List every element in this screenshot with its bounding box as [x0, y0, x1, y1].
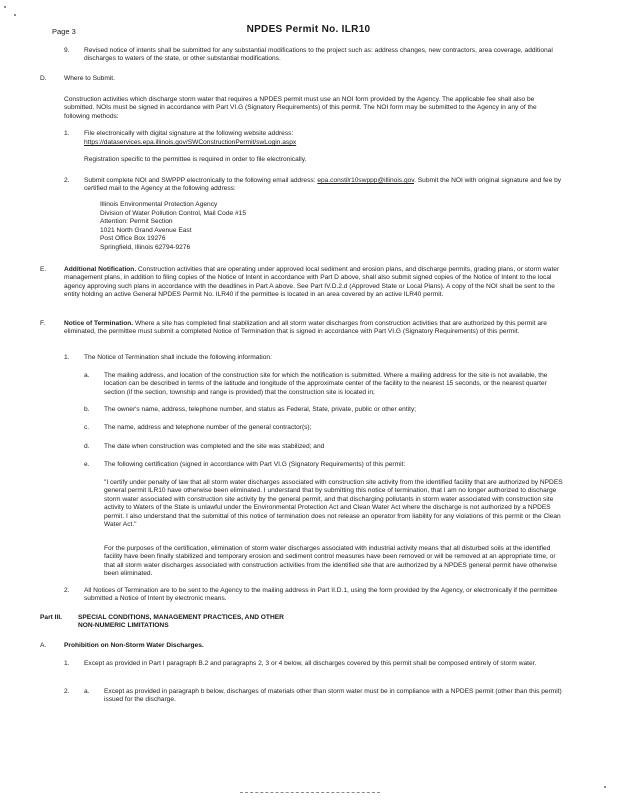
scan-speck: [4, 6, 6, 8]
part-iii-label: Part III.: [40, 614, 62, 621]
mailing-address: [100, 201, 360, 253]
address-line: Springfield, Illinois 62794-9276: [100, 243, 191, 251]
item-e-letter: e.: [84, 461, 90, 468]
section-f-item-2-text: All Notices of Termination are to be sent to the Agency to the mailing address in Part II.D.1, using the form provided by the Agency, or electronically if the permittee submitted a Notice of Intent by electronic means.: [84, 587, 558, 603]
address-line: Post Office Box 19276: [100, 235, 166, 243]
section-f-item-1-number: 1.: [64, 354, 70, 361]
page-number: Page 3: [52, 27, 76, 36]
section-e-text: Construction activities that are operating under approved local sediment and erosion plans, and discharge permits, grading plans, or storm water management plans, in addition to filing copies of the Notice of Intent in accordance with Part D above, shall also submit signed copies of the Notice of Intent to the local agency approving such plans in accordance with the deadlines in Part A above. See Part IV.D.2.d (Approved State or Local Plans). A copy of the NOI shall be sent to the entity holding an active General NPDES Permit No. ILR40 if the permittee is located in an area covered by an active ILR40 permit.: [64, 266, 560, 299]
scan-speck: [604, 786, 606, 788]
swppp-email-link[interactable]: epa.constilr10swppp@illinois.gov: [317, 177, 415, 184]
certification-quote: "I certify under penalty of law that all storm water discharges associated with construction site activity from the identified facility that are authorized by NPDES general permit ILR10 have otherwise been eliminated. I understand that by submitting this notice of termination, that I am no longer authorized to discharge storm water associated with construction site activity by the general permit, and that discharging pollutants in storm water associated with construction site activity to Waters of the State is unlawful under the Environmental Protection Act and Clean Water Act where the discharge is not authorized by a NPDES permit. I also understand that the submittal of this notice of termination does not release an operator from liability for any violations of this permit or the Clean Water Act.": [104, 479, 563, 529]
scan-speck: [14, 14, 16, 16]
part-iii-title-line-1: SPECIAL CONDITIONS, MANAGEMENT PRACTICES, AND OTHER: [78, 614, 284, 621]
section-e-heading: Additional Notification.: [64, 266, 137, 273]
section-f-item-1-text: The Notice of Termination shall include the following information:: [84, 354, 272, 361]
item-e-text: The following certification (signed in accordance with Part VI.G (Signatory Requirements) of this permit:: [104, 461, 406, 468]
section-a-heading: Prohibition on Non-Storm Water Discharges.: [64, 642, 204, 649]
section-e-body: [64, 266, 564, 300]
section-d-intro: Construction activities which discharge storm water that requires a NPDES permit must use an NOI form provided by the Agency. The applicable fee shall also be submitted. NOIs must be signed in accordance with Part VI.G (Signatory Requirements) of this permit. The NOI form may be submitted to the Agency in any of the following methods:: [64, 96, 537, 120]
address-line: 1021 North Grand Avenue East: [100, 226, 192, 234]
section-f-item-2-number: 2.: [64, 587, 70, 594]
electronic-filing-link[interactable]: https://dataservices.epa.illinois.gov/SWConstructionPermit/swLogin.aspx: [84, 139, 297, 146]
item-c-text: The name, address and telephone number of the general contractor(s);: [104, 424, 312, 431]
section-a-item-2-text: Except as provided in paragraph b below, discharges of materials other than storm water must be in compliance with a NPDES permit (other than this permit) issued for the discharge.: [104, 688, 562, 704]
item-c-letter: c.: [84, 424, 90, 431]
section-f-body: [64, 320, 564, 337]
section-d-item-2-text-b: . Submit the NOI with original signature and fee by certified mail to the Agency at the following address:: [84, 177, 562, 193]
section-d-letter: D.: [40, 75, 47, 82]
section-d-item-2-number: 2.: [64, 177, 70, 184]
section-d-item-2-text: [84, 177, 564, 194]
registration-note: Registration specific to the permittee is required in order to file electronically.: [84, 156, 307, 163]
section-d-heading: Where to Submit.: [64, 75, 115, 82]
item-a-text: The mailing address, and location of the construction site for which the notification is submitted. Where a mailing address for the site is not available, the location can be described in terms of the latitude and longitude of the approximate center of the facility to the nearest 15 seconds, or the nearest quarter section (if the section, township and range is provided) that the construction site is located in;: [104, 372, 548, 396]
certification-followup: For the purposes of the certification, elimination of storm water discharges associated with industrial activity means that all disturbed soils at the identified facility have been finally stabilized and temporary erosion and sediment control measures have been removed or will be removed at an appropriate time, or that all storm water discharges associated with construction activities from the identified site that are authorized by a NPDES general permit have otherwise been eliminated.: [104, 545, 557, 578]
item-b-letter: b.: [84, 406, 90, 413]
section-a-item-1-number: 1.: [64, 660, 70, 667]
address-line: Illinois Environmental Protection Agency: [100, 201, 218, 208]
section-a-item-2-number: 2.: [64, 688, 70, 695]
item-9-number: 9.: [64, 47, 70, 54]
section-e-letter: E.: [40, 266, 47, 273]
item-d-letter: d.: [84, 443, 90, 450]
section-a-item-2-letter: a.: [84, 688, 90, 695]
section-a-item-1-text: Except as provided in Part I paragraph B.2 and paragraphs 2, 3 or 4 below, all discharges covered by this permit shall be composed entirely of storm water.: [84, 660, 537, 667]
address-line: Division of Water Pollution Control, Mail Code #15: [100, 209, 246, 217]
section-d-item-1-text: File electronically with digital signature at the following website address:: [84, 130, 294, 137]
section-d-item-1-number: 1.: [64, 130, 70, 137]
section-f-letter: F.: [40, 320, 46, 327]
item-a-letter: a.: [84, 372, 90, 379]
footer-rule: [240, 792, 380, 793]
item-d-text: The date when construction was completed and the site was stabilized; and: [104, 443, 325, 450]
item-b-text: The owner's name, address, telephone number, and status as Federal, State, private, public or other entity;: [104, 406, 417, 413]
permit-title: NPDES Permit No. ILR10: [246, 24, 371, 35]
item-9-text: Revised notice of intents shall be submitted for any substantial modifications to the project such as: address changes, new contractors, area coverage, additional discharges to waters of the state, or other substantial modifications.: [84, 47, 553, 63]
section-a-letter: A.: [40, 642, 47, 649]
part-iii-title-line-2: NON-NUMERIC LIMITATIONS: [78, 622, 169, 630]
section-f-heading: Notice of Termination.: [64, 320, 134, 327]
part-iii-title: [78, 614, 498, 631]
section-f-text: Where a site has completed final stabilization and all storm water discharges from construction activities that are authorized by this permit are eliminated, the permittee must submit a completed Notice of Termination that is signed in accordance with Part VI.G (Signatory Requirements) of this permit.: [64, 320, 547, 336]
section-d-item-2-text-a: Submit complete NOI and SWPPP electronically to the following email address:: [84, 177, 316, 184]
address-line: Attention: Permit Section: [100, 218, 173, 226]
